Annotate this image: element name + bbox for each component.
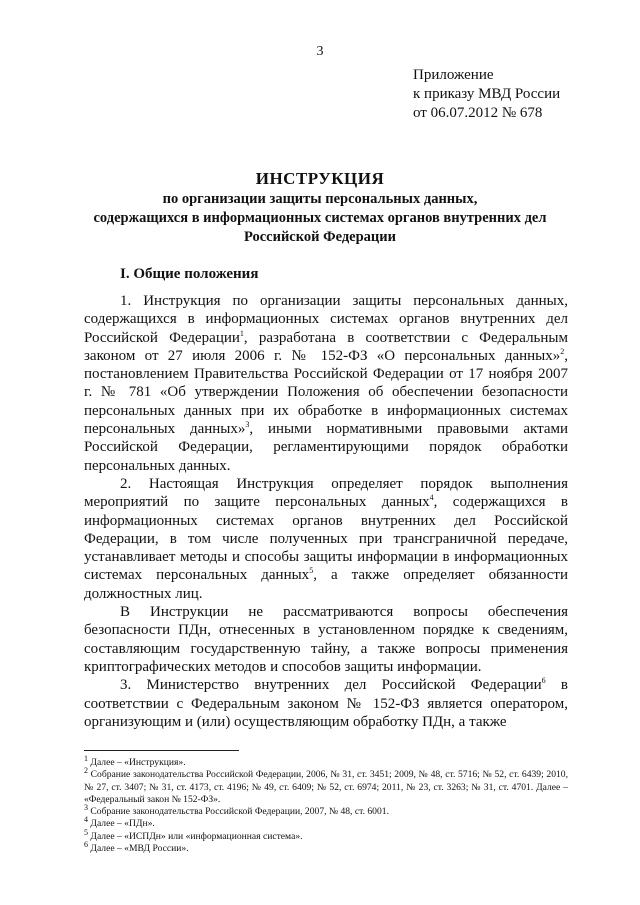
footnote (84, 766, 568, 806)
footnote-ref: 5 (309, 566, 314, 576)
footnote-text: Далее – «МВД России». (88, 843, 189, 855)
footnote-ref: 3 (245, 420, 250, 430)
paragraph-text: 1. Инструкция по организации защиты персональных данных, содержащихся в информационных системах органов внутренних дел Российской Федерации (84, 293, 568, 346)
footnote-number: 1 (84, 753, 88, 763)
footnote-ref: 1 (239, 328, 244, 338)
paragraph-text: , постановлением Правительства Российской Федерации от 17 ноября 2007 г. № 781 «Об утверждении Положения об обеспечении безопасности персональных данных при их обработке в информационных системах персональных данных» (84, 347, 568, 438)
paragraph-text: , иными нормативными правовыми актами Российской Федерации, регламентирующими порядок обработки персональных данных. (84, 421, 569, 474)
paragraph-2 (84, 475, 568, 603)
paragraph-text: , а также определяет обязанности должностных лиц. (84, 567, 569, 602)
footnote (84, 815, 568, 830)
footnote-text: Собрание законодательства Российской Федерации, 2007, № 48, ст. 6001. (88, 806, 389, 818)
footnote (84, 827, 568, 843)
footnote-number: 2 (84, 766, 88, 776)
footnote-ref: 6 (541, 676, 546, 686)
footnote (84, 753, 568, 769)
footnote-text: Собрание законодательства Российской Федерации, 2006, № 31, ст. 3451; 2009, № 48, ст. 5716; № 52, ст. 6439; 2010, № 27, ст. 3407; № 31, ст. 4173, ст. 4196; № 49, ст. 6409; № 52, ст. 6974; 2011, № 23, ст. 3263; № 31, ст. 4701. Далее – «Федеральный закон № 152-ФЗ». (84, 769, 568, 805)
footnote-text: Далее – «Инструкция». (88, 757, 186, 768)
footnote-number: 3 (84, 803, 88, 812)
paragraph-4 (84, 676, 568, 731)
footnote-divider (84, 750, 239, 751)
document-body (84, 292, 568, 731)
section-heading: I. Общие положения (120, 266, 259, 282)
title-line: по организации защиты персональных данных, (162, 191, 478, 207)
footnote-number: 5 (84, 827, 88, 837)
footnote-text: Далее – «ИСПДн» или «информационная система». (88, 830, 303, 842)
appendix-line: к приказу МВД России (413, 86, 561, 102)
paragraph-text: 3. Министерство внутренних дел Российской Федерации (120, 677, 542, 694)
paragraph-3: В Инструкции не рассматриваются вопросы обеспечения безопасности ПДн, отнесенных в установленном порядке к сведениям, составляющим государственную тайну, а также вопросы применения криптографических методов и способов защиты информации. (84, 604, 568, 675)
footnote-ref: 2 (560, 346, 565, 356)
footnote (84, 803, 568, 818)
footnote (84, 839, 568, 855)
footnotes (84, 753, 568, 855)
footnote-number: 6 (84, 839, 88, 849)
paragraph-text: , разработана в соответствии с Федеральным законом от 27 июля 2006 г. № 152-ФЗ «О персональных данных» (84, 329, 568, 364)
paragraph-text: в соответствии с Федеральным законом № 152-ФЗ является оператором, организующим и (или) осуществляющим обработку ПДн, а также (84, 677, 568, 730)
title-heading: ИНСТРУКЦИЯ (255, 169, 385, 188)
paragraph-1 (84, 292, 568, 475)
appendix-header (413, 66, 560, 123)
footnote-text: Далее – «ПДн». (88, 818, 155, 830)
appendix-line: Приложение (413, 67, 494, 83)
title-line: Российской Федерации (243, 229, 396, 245)
footnote-number: 4 (84, 815, 88, 825)
footnote-ref: 4 (429, 493, 434, 503)
paragraph-text: , содержащихся в информационных системах органов внутренних дел Российской Федерации, в том числе полученных при трансграничной передаче, устанавливает методы и способы защиты информации в информационных системах персональных данных (84, 494, 568, 584)
document-title (70, 168, 570, 247)
page-number: 3 (316, 44, 324, 59)
appendix-line: от 06.07.2012 № 678 (413, 105, 543, 121)
paragraph-text: 2. Настоящая Инструкция определяет порядок выполнения мероприятий по защите персональных данных (84, 475, 568, 511)
title-line: содержащихся в информационных системах органов внутренних дел (93, 210, 547, 226)
